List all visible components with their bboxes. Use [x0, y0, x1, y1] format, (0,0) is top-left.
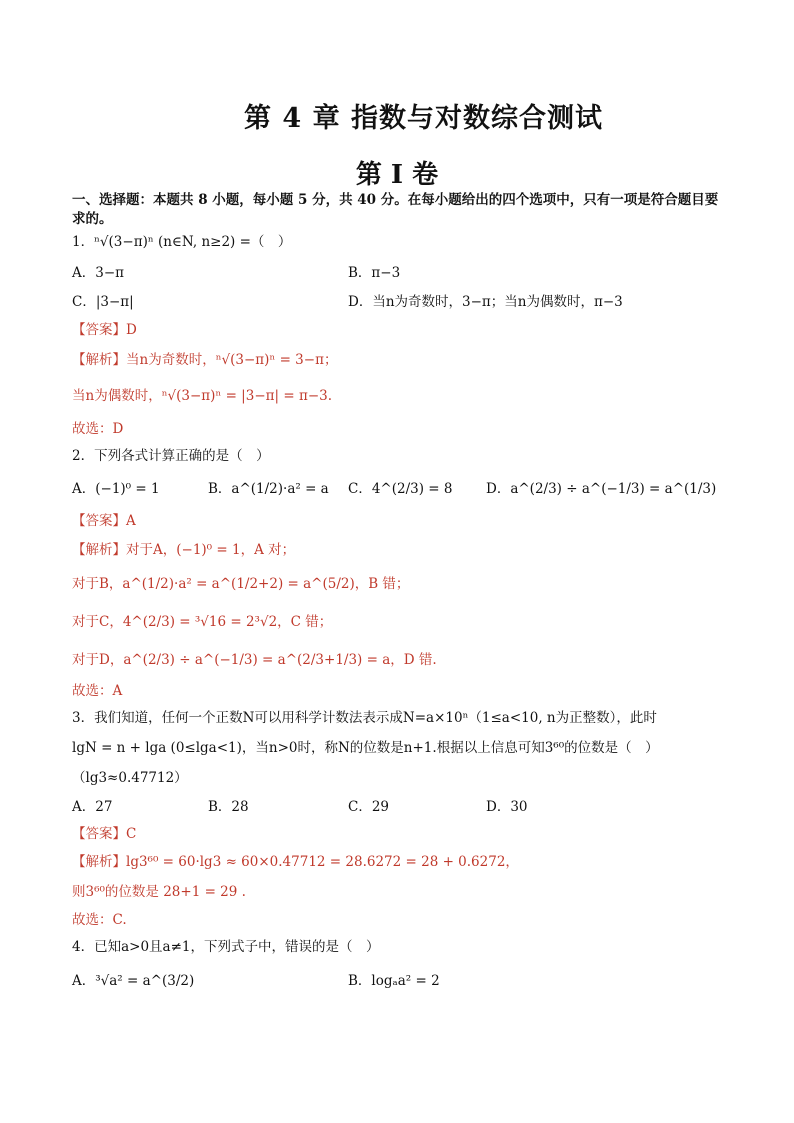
- section-instruction-line2: 求的。: [72, 211, 113, 227]
- q2-analysis-1: [72, 541, 295, 559]
- q3-option-d: D．30: [486, 799, 528, 815]
- q2-answer: 【答案】A: [72, 513, 136, 529]
- q2-option-b: B．a^(1/2)·a² = a: [208, 481, 329, 497]
- q2-analysis-2: 对于B，a^(1/2)·a² = a^(1/2+2) = a^(5/2)，B 错；: [72, 576, 410, 592]
- page-subtitle: 第 I 卷: [355, 160, 439, 190]
- q2-analysis-tag: 【解析】: [72, 542, 126, 558]
- q1-analysis-1: [72, 351, 337, 369]
- q1-option-d: D．当n为奇数时，3−π；当n为偶数时，π−3: [348, 294, 623, 310]
- q2-choose: 故选：A: [72, 683, 123, 699]
- q1-option-c: C．|3−π|: [72, 294, 134, 310]
- q3-answer: 【答案】C: [72, 826, 137, 842]
- q1-option-a: A．3−π: [72, 265, 125, 281]
- q1-stem: 1．ⁿ√(3−π)ⁿ (n∈N, n≥2) =（ ）: [72, 234, 292, 250]
- q2-option-d: D．a^(2/3) ÷ a^(−1/3) = a^(1/3): [486, 481, 717, 497]
- q3-analysis-tag: 【解析】: [72, 854, 126, 870]
- q3-analysis-text-1: lg3⁶⁰ = 60·lg3 ≈ 60×0.47712 = 28.6272 = 28 + 0.6272，: [126, 854, 519, 870]
- q2-analysis-text-1: 对于A，(−1)⁰ = 1，A 对；: [126, 542, 296, 558]
- q1-analysis-2: 当n为偶数时，ⁿ√(3−π)ⁿ = |3−π| = π−3.: [72, 388, 333, 404]
- q3-stem-2: lgN = n + lga (0≤lga<1)，当n>0时，称N的位数是n+1.根据以上信息可知3⁶⁰的位数是（ ）: [72, 740, 659, 756]
- q3-choose: 故选：C.: [72, 912, 127, 928]
- q2-option-a: A．(−1)⁰ = 1: [72, 481, 160, 497]
- q3-stem-1: 3．我们知道，任何一个正数N可以用科学计数法表示成N=a×10ⁿ（1≤a<10, n为正整数），此时: [72, 710, 657, 726]
- q3-option-c: C．29: [348, 799, 390, 815]
- q1-option-b: B．π−3: [348, 265, 401, 281]
- q3-analysis-2: 则3⁶⁰的位数是 28+1 = 29 .: [72, 884, 246, 900]
- q3-option-a: A．27: [72, 799, 113, 815]
- section-instruction-line1: 一、选择题：本题共 8 小题，每小题 5 分，共 40 分。在每小题给出的四个选项中，只有一项是符合题目要: [72, 192, 719, 208]
- q2-analysis-3: 对于C，4^(2/3) = ³√16 = 2³√2，C 错；: [72, 614, 333, 630]
- q2-stem: 2．下列各式计算正确的是（ ）: [72, 448, 270, 464]
- q4-stem: 4．已知a>0且a≠1，下列式子中，错误的是（ ）: [72, 939, 380, 955]
- q1-analysis-tag: 【解析】: [72, 352, 126, 368]
- q4-option-b: B．logₐa² = 2: [348, 973, 440, 989]
- q1-analysis-text-1: 当n为奇数时，ⁿ√(3−π)ⁿ = 3−π；: [126, 352, 338, 368]
- q3-analysis-1: [72, 853, 519, 871]
- q3-option-b: B．28: [208, 799, 249, 815]
- q1-answer: 【答案】D: [72, 322, 137, 338]
- q3-stem-3: （lg3≈0.47712）: [72, 770, 188, 786]
- q2-option-c: C．4^(2/3) = 8: [348, 481, 453, 497]
- q4-option-a: A．³√a² = a^(3/2): [72, 973, 195, 989]
- q2-analysis-4: 对于D，a^(2/3) ÷ a^(−1/3) = a^(2/3+1/3) = a，D 错.: [72, 652, 437, 668]
- q1-choose: 故选：D: [72, 421, 124, 437]
- page-title: 第 4 章 指数与对数综合测试: [244, 103, 603, 134]
